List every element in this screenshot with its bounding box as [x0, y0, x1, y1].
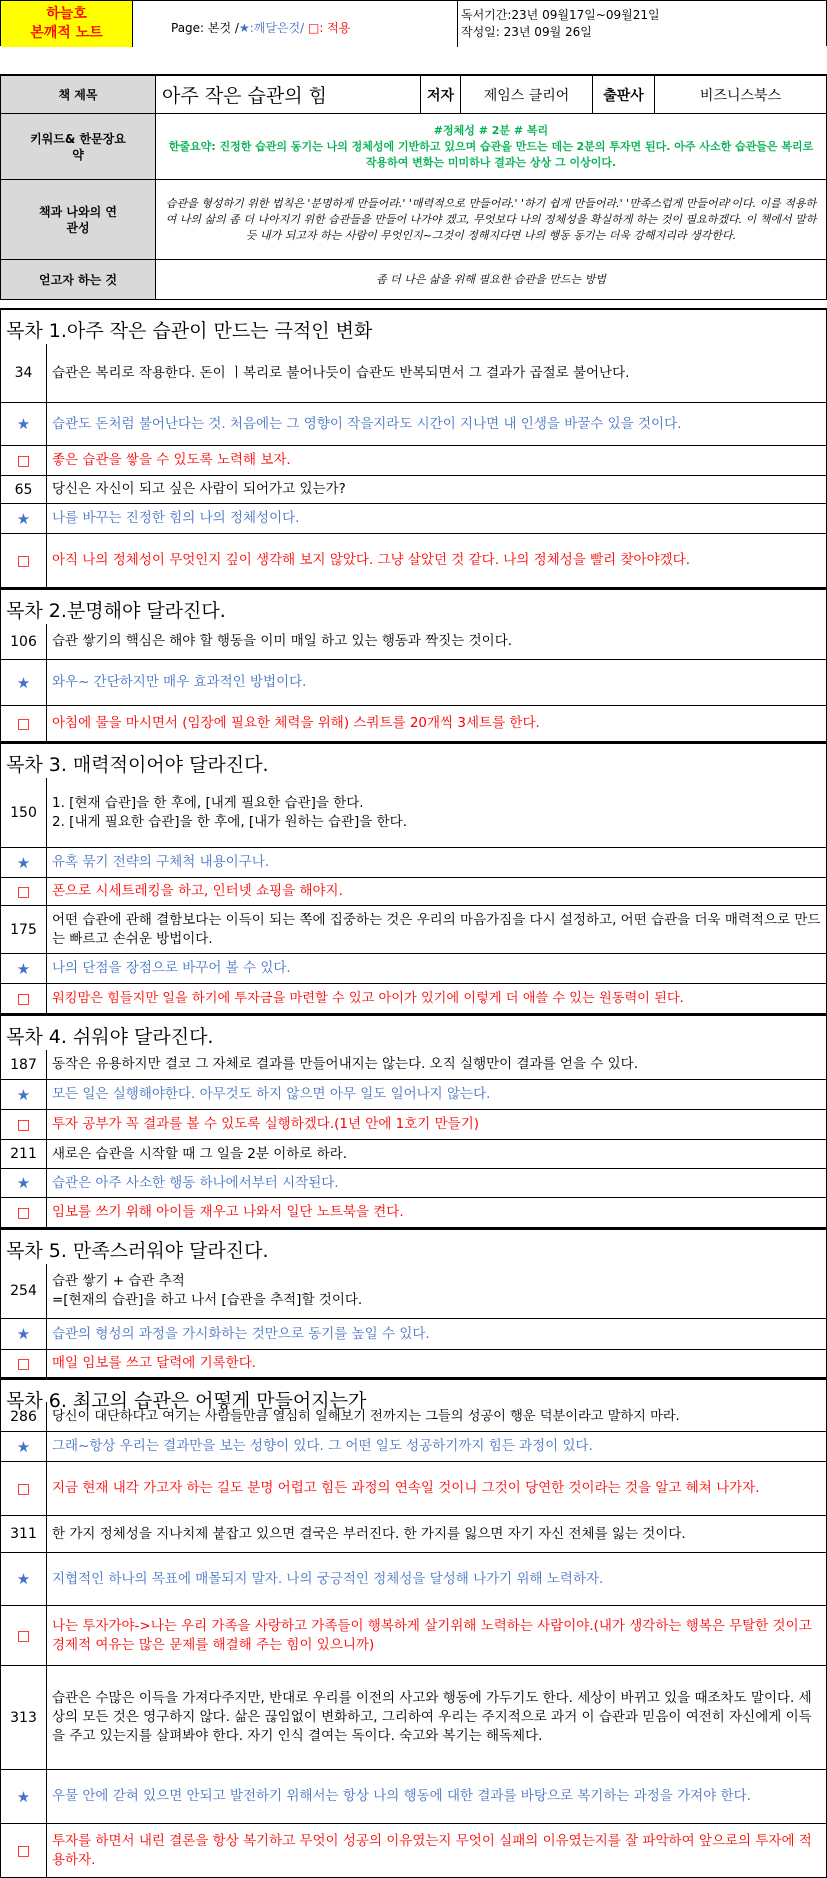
action-text: 투자를 하면서 내린 결론을 항상 복기하고 무엇이 성공의 이유였는지 무엇이 실패의 이유였는지를 잘 파악하여 앞으로의 투자에 적용하자.: [52, 1832, 812, 1868]
relation-row: [0, 180, 827, 260]
brand-logo: [1, 1, 133, 47]
star-marker: ★: [1, 1319, 47, 1349]
book-publisher: 비즈니스북스: [699, 87, 782, 104]
excerpt-row: [0, 1264, 827, 1319]
action-text: 매일 임보를 쓰고 달력에 기록한다.: [52, 1355, 257, 1371]
goal-label: 얻고자 하는 것: [1, 260, 156, 299]
book-info-row: [0, 74, 827, 114]
keyword-tags: #정체성 # 2분 # 복리: [433, 123, 549, 137]
keyword-label: 키워드& 한문장요약: [1, 114, 156, 179]
insight-row: [0, 1319, 827, 1350]
book-author: 제임스 클리어: [461, 76, 593, 113]
insight-row: [0, 660, 827, 706]
insight-text: 유혹 묶기 전략의 구체척 내용이구나.: [52, 854, 270, 870]
box-marker: □: [1, 984, 47, 1013]
excerpt-row: [0, 344, 827, 403]
action-row: [0, 706, 827, 742]
insight-text: 와우~ 간단하지만 매우 효과적인 방법이다.: [52, 674, 307, 690]
box-marker: □: [1, 1824, 47, 1877]
insight-text: 습관은 아주 사소한 행동 하나에서부터 시작된다.: [52, 1174, 339, 1191]
star-marker: ★: [1, 504, 47, 533]
page-number: 150: [1, 778, 47, 847]
author-label: 저자: [421, 76, 461, 113]
excerpt-row: [0, 1666, 827, 1770]
page-number: 65: [1, 476, 47, 503]
insight-text: 그래~항상 우리는 결과만을 보는 성향이 있다. 그 어떤 일도 성공하기까지 힘든 과정이 있다.: [52, 1438, 593, 1454]
insight-text: 지협적인 하나의 목표에 매몰되지 말자. 나의 궁긍적인 정체성을 달성해 나가기 위해 노력하자.: [52, 1570, 604, 1587]
page-number: 106: [1, 624, 47, 659]
logo-line2: 본깨적 노트: [30, 25, 103, 41]
insight-row: [0, 1770, 827, 1824]
box-marker: □: [1, 1350, 47, 1377]
action-text: 지금 현재 내각 가고자 하는 길도 분명 어렵고 힘든 과정의 연속일 것이니 그것이 당연한 것이라는 것을 알고 헤쳐 나가자.: [52, 1480, 760, 1496]
action-text: 나는 투자가야->나는 우리 가족을 사랑하고 가족들이 행복하게 살기위해 노력하는 사람이야.(내가 생각하는 행복은 무탈한 것이고 경제적 여유는 많은 문제를 해결해 주는 힘이 있으니까): [52, 1617, 812, 1653]
star-marker: ★: [1, 1553, 47, 1605]
box-marker: □: [1, 534, 47, 587]
action-text: 폰으로 시세트레킹을 하고, 인터넷 쇼핑을 해야지.: [52, 883, 343, 899]
star-marker: ★: [1, 954, 47, 983]
action-row: [0, 534, 827, 588]
page-number: 286: [1, 1402, 47, 1431]
excerpt-text: 새로은 습관을 시작할 때 그 일을 2분 이하로 하라.: [52, 1145, 347, 1162]
legend-box: □: 적용: [304, 21, 351, 35]
excerpt-text: 습관은 수많은 이득을 가져다주지만, 반대로 우리를 이전의 사고와 행동에 가두기도 한다. 세상이 바뀌고 있을 때조차도 말이다. 세상의 모든 것은 영구하지 않다. 삶은 끊임없이 변화하고, 그리하여 우리는 주지적으로 과거 이 습관과 믿음이 여전히 자신에게 이득을 주고 있는지를 살펴봐야 한다. 자기 인식 결여는 독이다. 숙고와 복기는 해독제다.: [52, 1690, 812, 1744]
goal-text: 좀 더 나은 삶을 위해 필요한 습관을 만드는 방법: [376, 272, 606, 286]
legend-star: ★:깨달은것/: [238, 21, 305, 35]
page-number: 211: [1, 1140, 47, 1168]
star-marker: ★: [1, 403, 47, 445]
action-row: [0, 1462, 827, 1516]
excerpt-row: [0, 1516, 827, 1553]
insight-text: 습관의 형성의 과정을 가시화하는 것만으로 동기를 높일 수 있다.: [52, 1325, 430, 1342]
insight-row: [0, 1553, 827, 1606]
relation-text: 습관을 형성하기 위한 법칙은 '분명하게 만들어라.' '매력적으로 만들어라.' '하기 쉽게 만들어라.' '만족스럽게 만들어라'이다. 이를 적용하여 나의 삶의 좀 더 나아지기 위한 습관들을 만들어 나가야 겠고, 무엇보다 나의 정체성을 확실하게 하는 것이 필요하겠다. 이 책에서 말하듯 내가 되고자 하는 사람이 무엇인지~그것이 정해지다면 나의 행동 동기는 더욱 강해지리라 생각한다.: [165, 196, 817, 242]
action-row: [0, 878, 827, 906]
excerpt-text: 1. [현재 습관]을 한 후에, [내게 필요한 습관]을 한다. 2. [내게 필요한 습관]을 한 후에, [내가 원하는 습관]을 한다.: [52, 794, 408, 830]
excerpt-row: [0, 1402, 827, 1432]
chapter-title: 목차 3. 매력적이어야 달라진다.: [0, 742, 827, 778]
box-marker: □: [1, 446, 47, 475]
action-row: [0, 1198, 827, 1228]
chapter-title: 목차 5. 만족스러워야 달라진다.: [0, 1228, 827, 1264]
publisher-label: 출판사: [593, 76, 655, 113]
box-marker: □: [1, 1198, 47, 1227]
page-number: 34: [1, 344, 47, 402]
excerpt-row: [0, 1050, 827, 1080]
logo-line1: 하늘호: [46, 6, 87, 22]
excerpt-text: 당신이 대단하다고 여기는 사람들만큼 열심히 일해보기 전까지는 그들의 성공이 행운 덕분이라고 말하지 마라.: [52, 1409, 680, 1424]
insight-row: [0, 504, 827, 534]
excerpt-text: 어떤 습관에 관해 결함보다는 이득이 되는 쪽에 집중하는 것은 우리의 마음가짐을 다시 설정하고, 어떤 습관을 더욱 매력적으로 만드는 빠르고 손쉬운 방법이다.: [52, 911, 821, 947]
excerpt-text: 습관은 복리로 작용한다. 돈이 ㅣ복리로 불어나듯이 습관도 반복되면서 그 결과가 곱절로 불어난다.: [52, 364, 630, 381]
excerpt-text: 당신은 자신이 되고 싶은 사람이 되어가고 있는가?: [52, 481, 346, 497]
insight-row: [0, 1432, 827, 1462]
insight-text: 나를 바꾸는 진정한 힘의 나의 정체성이다.: [52, 510, 300, 526]
action-text: 좋은 습관을 쌓을 수 있도록 노력해 보자.: [52, 452, 291, 468]
book-title: 아주 작은 습관의 힘: [156, 76, 421, 113]
insight-row: [0, 848, 827, 878]
reading-period: 독서기간:23년 09월17일~09월21일: [461, 8, 660, 22]
insight-text: 모든 일은 실행해야한다. 아무것도 하지 않으면 아무 일도 일어나지 않는다.: [52, 1086, 491, 1102]
page-number: 313: [1, 1666, 47, 1769]
excerpt-row: [0, 906, 827, 954]
star-marker: ★: [1, 1432, 47, 1461]
title-label: 책 제목: [1, 76, 156, 113]
keyword-row: [0, 114, 827, 180]
chapter-title: 목차 2.분명해야 달라진다.: [0, 588, 827, 624]
insight-text: 우물 안에 갇혀 있으면 안되고 발전하기 위해서는 항상 나의 행동에 대한 결과를 바탕으로 복기하는 과정을 가져야 한다.: [52, 1788, 751, 1804]
insight-row: [0, 1169, 827, 1198]
action-text: 아직 나의 정체성이 무엇인지 깊이 생각해 보지 않았다. 그냥 살았던 것 같다. 나의 정체성을 빨리 찾아야겠다.: [52, 552, 691, 568]
page-number: 187: [1, 1050, 47, 1079]
box-marker: □: [1, 1462, 47, 1515]
excerpt-text: 습관 쌓기 + 습관 추적 =[현재의 습관]을 하고 나서 [습관을 추적]할 것이다.: [52, 1273, 363, 1308]
action-text: 아침에 물을 마시면서 (임장에 필요한 체력을 위해) 스쿼트를 20개씩 3세트를 한다.: [52, 715, 540, 731]
chapter-title: 목차 1.아주 작은 습관이 만드는 극적인 변화: [0, 308, 827, 344]
insight-text: 나의 단점을 장점으로 바꾸어 볼 수 있다.: [52, 960, 291, 976]
excerpt-row: [0, 476, 827, 504]
action-row: [0, 1110, 827, 1140]
excerpt-text: 습관 쌓기의 핵심은 해야 할 행동을 이미 매일 하고 있는 행동과 짝짓는 것이다.: [52, 633, 513, 649]
written-date: 작성일: 23년 09월 26일: [461, 25, 592, 39]
action-row: [0, 1824, 827, 1878]
action-text: 투자 공부가 꼭 결과를 볼 수 있도록 실행하겠다.(1년 안에 1호기 만들기): [52, 1116, 480, 1132]
action-row: [0, 1350, 827, 1378]
action-row: [0, 984, 827, 1014]
action-text: 워킹맘은 힘들지만 일을 하기에 투자금을 마련할 수 있고 아이가 있기에 이렇게 더 애쓸 수 있는 원동력이 된다.: [52, 991, 684, 1006]
action-row: [0, 1606, 827, 1666]
date-block: [461, 7, 660, 41]
insight-row: [0, 403, 827, 446]
excerpt-text: 동작은 유용하지만 결코 그 자체로 결과를 만들어내지는 않는다. 오직 실행만이 결과를 얻을 수 있다.: [52, 1056, 639, 1072]
relation-label: 책과 나와의 연관성: [1, 180, 156, 259]
star-marker: ★: [1, 1080, 47, 1109]
legend: [133, 1, 458, 47]
excerpt-row: [0, 778, 827, 848]
page-number: 311: [1, 1516, 47, 1552]
box-marker: □: [1, 1606, 47, 1665]
excerpt-row: [0, 624, 827, 660]
page-number: 254: [1, 1264, 47, 1318]
page-number: 175: [1, 906, 47, 953]
star-marker: ★: [1, 1169, 47, 1197]
insight-row: [0, 954, 827, 984]
star-marker: ★: [1, 660, 47, 705]
box-marker: □: [1, 1110, 47, 1139]
insight-text: 습관도 돈처럼 불어난다는 것. 처음에는 그 영향이 작을지라도 시간이 지나면 내 인생을 바꿀수 있을 것이다.: [52, 415, 682, 432]
insight-row: [0, 1080, 827, 1110]
note-header: [0, 0, 827, 46]
goal-row: [0, 260, 827, 300]
keyword-summary: 한줄요약: 진정한 습관의 동기는 나의 정체성에 기반하고 있으며 습관을 만드는 데는 2분의 투자면 된다. 아주 사소한 습관들은 복리로 작용하여 변화는 미미하나 결과는 상상 그 이상이다.: [168, 139, 814, 169]
excerpt-text: 한 가지 정체성을 지나치제 붙잡고 있으면 결국은 부러진다. 한 가지를 잃으면 자기 자신 전체를 잃는 것이다.: [52, 1525, 686, 1542]
box-marker: □: [1, 878, 47, 905]
star-marker: ★: [1, 1770, 47, 1823]
action-text: 임보를 쓰기 위해 아이들 재우고 나와서 일단 노트북을 켠다.: [52, 1204, 404, 1220]
chapter-title: 목차 6. 최고의 습관은 어떻게 만들어지는가: [0, 1378, 827, 1414]
keyword-block: [156, 114, 826, 179]
excerpt-row: [0, 1140, 827, 1169]
legend-prefix: Page: 본것 /: [171, 21, 239, 35]
box-marker: □: [1, 706, 47, 741]
chapter-title: 목차 4. 쉬워야 달라진다.: [0, 1014, 827, 1050]
star-marker: ★: [1, 848, 47, 877]
action-row: [0, 446, 827, 476]
